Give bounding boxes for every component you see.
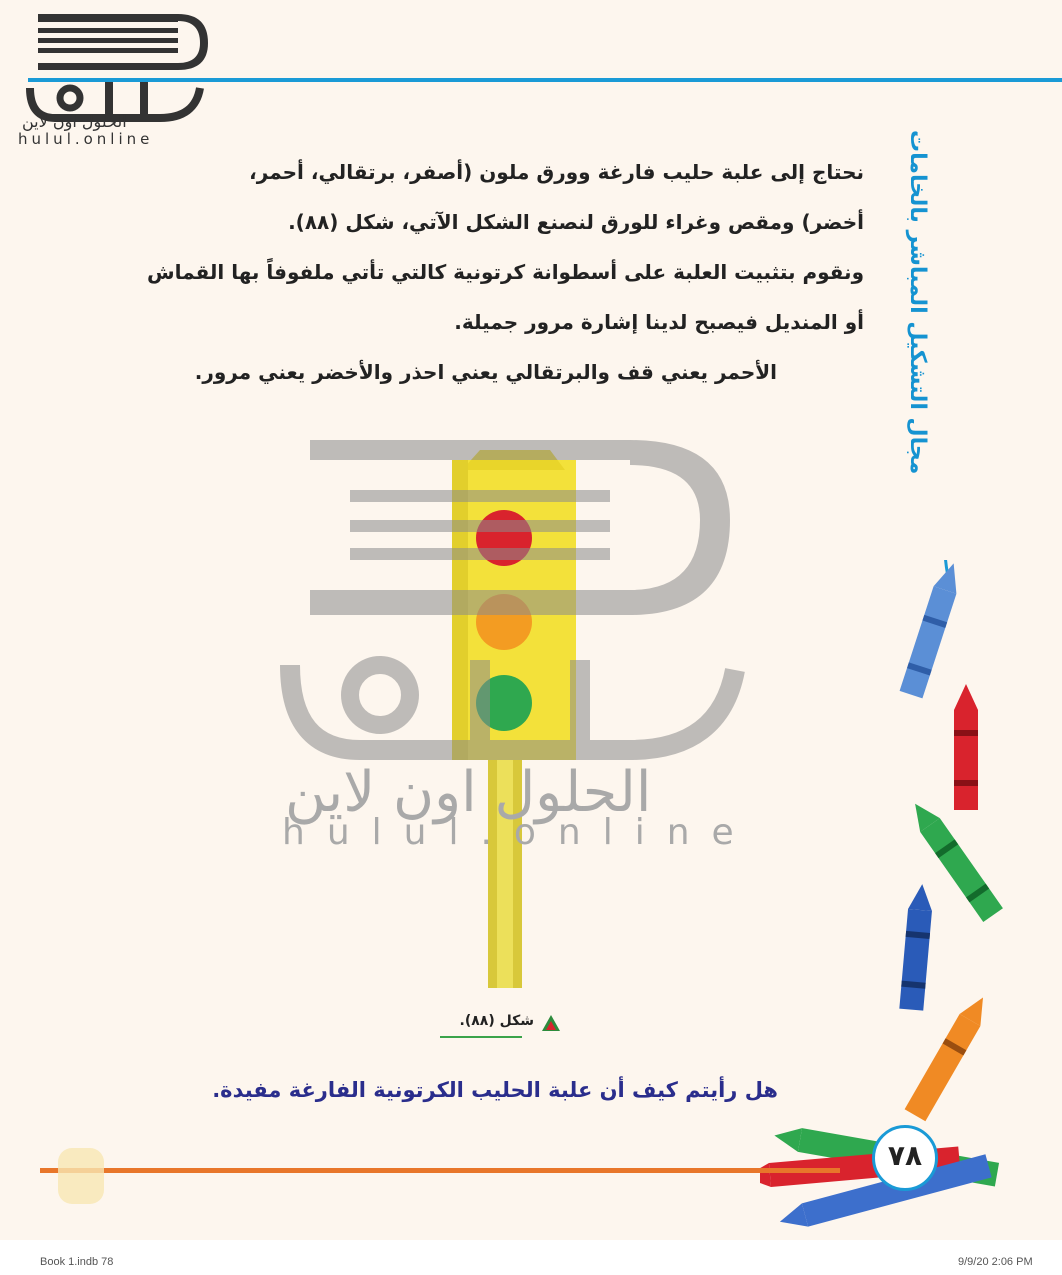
closing-question: هل رأيتم كيف أن علبة الحليب الكرتونية الفارغة مفيدة. [212,1078,778,1102]
logo-arabic-text: الحلول اون لاين [22,112,127,131]
logo-mark-faded [58,1148,104,1204]
watermark-arabic: الحلول اون لاين [285,760,652,825]
page-number: ٧٨ [872,1125,938,1191]
figure-caption [440,1013,560,1043]
paragraph-line-4: أو المنديل فيصبح لدينا إشارة مرور جميلة. [454,310,864,334]
crayon-red-icon [954,684,978,810]
paragraph-line-3: ونقوم بتثبيت العلبة على أسطوانة كرتونية كالتي تأتي ملفوفاً بها القماش [146,260,864,284]
paragraph-line-1: نحتاج إلى علبة حليب فارغة وورق ملون (أصفر، برتقالي، أحمر، [249,160,864,184]
bottom-divider [40,1168,840,1173]
print-footer-right: 9/9/20 2:06 PM [958,1256,1033,1268]
paragraph-line-5: الأحمر يعني قف والبرتقالي يعني احذر والأخضر يعني مرور. [194,360,777,384]
crayon-dark-blue-icon [899,883,934,1011]
crayon-light-blue-icon [900,560,965,698]
top-divider [28,78,1062,82]
crayon-orange-icon [905,991,994,1121]
side-title-text: مجال التشكيل المباشر بالخامات [905,130,930,475]
logo-latin-text: hulul.online [18,130,154,148]
caption-underline [440,1036,522,1038]
paragraph-line-2: أخضر) ومقص وغراء للورق لنصنع الشكل الآتي، شكل (٨٨). [288,210,864,234]
section-side-title [870,130,950,475]
caption-triangle-inner-icon [546,1021,556,1030]
print-footer-left: Book 1.indb 78 [40,1256,114,1268]
caption-text: شكل (٨٨). [459,1013,534,1029]
watermark-latin: hulul.online [282,812,756,853]
